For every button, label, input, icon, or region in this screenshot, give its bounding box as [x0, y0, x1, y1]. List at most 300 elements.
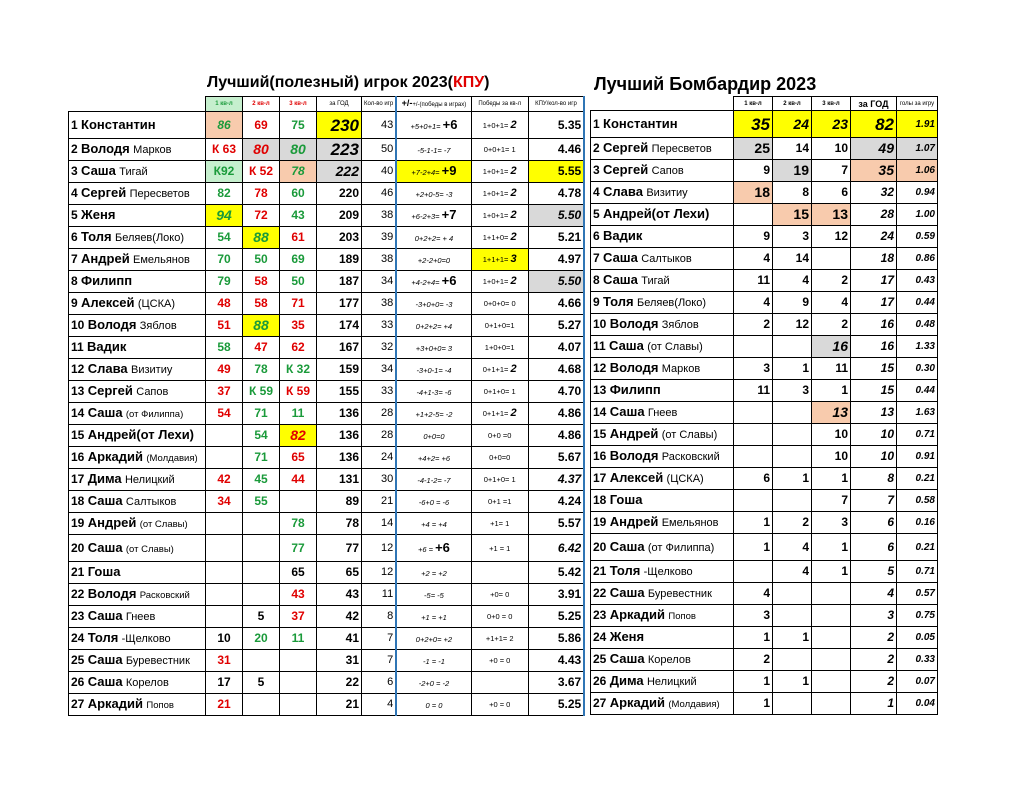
quarter-1-score: 31: [206, 650, 243, 672]
player-rank: 25: [593, 652, 607, 666]
kpu-per-game: 4.43: [528, 650, 584, 672]
goals-per-game: 1.91: [897, 111, 938, 138]
games-count: 21: [362, 491, 397, 513]
games-count: 4: [362, 694, 397, 716]
table-row: [591, 534, 938, 561]
games-count: 50: [362, 139, 397, 161]
quarter-2-goals: 15: [773, 204, 812, 226]
player-first-name: Сергей: [603, 140, 649, 155]
quarter-1-score: 21: [206, 694, 243, 716]
player-first-name: Слава: [603, 184, 643, 199]
player-first-name: Саша: [87, 608, 123, 623]
quarter-3-score: 37: [280, 606, 317, 628]
quarter-wins-formula: 1+1+0=: [482, 233, 509, 242]
player-last-name: Емельянов: [133, 254, 190, 266]
player-last-name: (ЦСКА): [137, 298, 176, 310]
table-row: [591, 693, 938, 715]
player-name-cell: [591, 226, 734, 248]
player-name-cell: [591, 468, 734, 490]
table-row: [591, 512, 938, 534]
quarter-2-score: 72: [243, 205, 280, 227]
header-blank: [591, 97, 734, 111]
kpu-per-game: 4.37: [528, 469, 584, 491]
year-goals-total: 6: [851, 512, 897, 534]
plus-minus-result: +9: [441, 163, 457, 178]
kpu-per-game: 4.97: [528, 249, 584, 271]
best-scorer-table: [590, 96, 938, 715]
header-kpu: КПУ/кол-во игр: [528, 97, 584, 112]
player-name-cell: [591, 534, 734, 561]
quarter-wins-result: 2: [510, 118, 517, 131]
kpu-per-game: 5.42: [528, 562, 584, 584]
kpu-per-game: 4.78: [528, 183, 584, 205]
player-name-cell: [591, 111, 734, 138]
kpu-per-game: 4.07: [528, 337, 584, 359]
games-count: 12: [362, 535, 397, 562]
player-first-name: Саша: [87, 405, 123, 420]
quarter-wins-formula: 0+1+0= 1: [483, 387, 516, 396]
player-last-name: Корелов: [125, 677, 169, 689]
header-games: Кол-во игр: [362, 97, 397, 112]
quarter-3-goals: 2: [812, 314, 851, 336]
plus-minus-cell: [396, 403, 471, 425]
plus-minus-cell: [396, 535, 471, 562]
quarter-2-goals: 24: [773, 111, 812, 138]
quarter-wins-formula: 0+1 =1: [488, 497, 512, 506]
quarter-3-goals: 1: [812, 380, 851, 402]
quarter-3-score: 65: [280, 447, 317, 469]
player-rank: 15: [593, 427, 607, 441]
kpu-per-game: 4.70: [528, 381, 584, 403]
quarter-2-score: 5: [243, 606, 280, 628]
quarter-1-goals: [734, 490, 773, 512]
quarter-wins-result: 2: [510, 209, 517, 221]
quarter-wins-cell: [471, 403, 528, 425]
plus-minus-cell: [396, 628, 471, 650]
best-player-table: [68, 96, 585, 716]
player-rank: 14: [71, 406, 85, 420]
year-total: 136: [317, 447, 362, 469]
plus-minus-formula: +1+2-5= -2: [415, 410, 453, 419]
quarter-2-goals: 4: [773, 561, 812, 583]
player-first-name: Сергей: [81, 185, 127, 200]
player-rank: 26: [71, 675, 85, 689]
quarter-wins-formula: 0+1+1=: [482, 409, 509, 418]
goals-per-game: 0.58: [897, 490, 938, 512]
year-goals-total: 18: [851, 248, 897, 270]
player-last-name: Буревестник: [647, 588, 712, 600]
player-last-name: -Щелково: [643, 566, 693, 578]
kpu-per-game: 5.50: [528, 271, 584, 293]
player-rank: 4: [593, 185, 600, 199]
plus-minus-cell: [396, 337, 471, 359]
goals-per-game: 0.86: [897, 248, 938, 270]
player-rank: 18: [71, 494, 85, 508]
table-row: [591, 671, 938, 693]
quarter-2-score: 58: [243, 293, 280, 315]
year-total: 177: [317, 293, 362, 315]
quarter-1-score: [206, 584, 243, 606]
quarter-3-score: [280, 694, 317, 716]
player-last-name: Пересветов: [651, 143, 712, 155]
player-first-name: Толя: [87, 630, 119, 645]
player-first-name: Аркадий: [609, 607, 666, 622]
quarter-1-score: К 63: [206, 139, 243, 161]
quarter-1-goals: 25: [734, 138, 773, 160]
year-goals-total: 17: [851, 292, 897, 314]
kpu-per-game: 5.86: [528, 628, 584, 650]
player-first-name: Филипп: [609, 382, 661, 397]
player-rank: 1: [71, 117, 78, 132]
player-rank: 27: [71, 697, 85, 711]
player-last-name: (от Славы): [661, 429, 718, 441]
quarter-2-score: 71: [243, 447, 280, 469]
player-rank: 2: [593, 141, 600, 155]
player-name-cell: [69, 491, 206, 513]
year-total: 42: [317, 606, 362, 628]
table-row: [69, 271, 585, 293]
player-first-name: Саша: [609, 585, 645, 600]
player-name-cell: [69, 249, 206, 271]
player-name-cell: [69, 562, 206, 584]
quarter-wins-formula: 1+0+1=: [482, 189, 509, 198]
quarter-wins-formula: 0+1+0= 1: [483, 475, 516, 484]
plus-minus-cell: [396, 650, 471, 672]
plus-minus-formula: -3+0-1= -4: [416, 366, 452, 375]
player-last-name: Гнеев: [125, 611, 156, 623]
player-first-name: Андрей(от Лехи): [87, 427, 195, 442]
player-last-name: Тигай: [119, 166, 148, 178]
player-last-name: Попов: [668, 611, 696, 622]
player-last-name: Нелицкий: [124, 474, 175, 486]
plus-minus-cell: [396, 112, 471, 139]
quarter-1-goals: 3: [734, 358, 773, 380]
goals-per-game: 0.71: [897, 424, 938, 446]
table-row: [69, 315, 585, 337]
quarter-3-score: 61: [280, 227, 317, 249]
quarter-wins-cell: [471, 513, 528, 535]
player-last-name: Зяблов: [661, 319, 699, 331]
player-name-cell: [591, 292, 734, 314]
quarter-3-score: 44: [280, 469, 317, 491]
plus-minus-formula: -3+0+0= -3: [415, 300, 453, 309]
goals-per-game: 1.06: [897, 160, 938, 182]
quarter-wins-result: 2: [510, 407, 517, 419]
quarter-2-goals: [773, 583, 812, 605]
quarter-2-goals: [773, 446, 812, 468]
player-rank: 9: [71, 296, 78, 310]
player-name-cell: [591, 380, 734, 402]
quarter-2-goals: [773, 336, 812, 358]
plus-minus-cell: [396, 513, 471, 535]
quarter-3-goals: 13: [812, 204, 851, 226]
quarter-1-goals: 1: [734, 627, 773, 649]
quarter-1-score: 82: [206, 183, 243, 205]
table-row: [69, 205, 585, 227]
quarter-1-score: 94: [206, 205, 243, 227]
quarter-3-score: К 32: [280, 359, 317, 381]
kpu-per-game: 5.25: [528, 606, 584, 628]
kpu-per-game: 4.24: [528, 491, 584, 513]
player-first-name: Володя: [87, 317, 137, 332]
goals-per-game: 1.07: [897, 138, 938, 160]
year-total: 230: [317, 112, 362, 139]
year-goals-total: 7: [851, 490, 897, 512]
table-row: [591, 649, 938, 671]
header-blank: [69, 97, 206, 112]
player-rank: 19: [593, 515, 607, 529]
player-last-name: Нелицкий: [646, 676, 697, 688]
quarter-1-goals: 18: [734, 182, 773, 204]
table-row: [591, 248, 938, 270]
games-count: 24: [362, 447, 397, 469]
games-count: 34: [362, 271, 397, 293]
player-name-cell: [69, 425, 206, 447]
quarter-wins-cell: [471, 628, 528, 650]
table-row: [69, 562, 585, 584]
quarter-wins-result: 2: [510, 187, 517, 199]
header-plus-minus-sign: +/-: [401, 98, 413, 108]
plus-minus-cell: [396, 672, 471, 694]
games-count: 8: [362, 606, 397, 628]
year-total: 189: [317, 249, 362, 271]
quarter-wins-cell: [471, 606, 528, 628]
quarter-2-score: 47: [243, 337, 280, 359]
player-first-name: Алексей: [609, 470, 664, 485]
kpu-per-game: 5.35: [528, 112, 584, 139]
player-last-name: -Щелково: [121, 633, 171, 645]
player-rank: 7: [71, 252, 78, 266]
table-row: [591, 138, 938, 160]
quarter-3-goals: 23: [812, 111, 851, 138]
player-rank: 5: [71, 208, 78, 222]
player-name-cell: [69, 205, 206, 227]
player-name-cell: [69, 381, 206, 403]
quarter-3-goals: 7: [812, 490, 851, 512]
quarter-2-goals: 9: [773, 292, 812, 314]
header-plus-minus: [396, 97, 471, 112]
table-row: [69, 491, 585, 513]
year-total: 155: [317, 381, 362, 403]
player-rank: 15: [71, 428, 85, 442]
kpu-per-game: 6.42: [528, 535, 584, 562]
kpu-per-game: 5.67: [528, 447, 584, 469]
quarter-2-score: 69: [243, 112, 280, 139]
plus-minus-cell: [396, 139, 471, 161]
player-name-cell: [591, 583, 734, 605]
table-row: [591, 468, 938, 490]
kpu-per-game: 3.91: [528, 584, 584, 606]
goals-per-game: 0.05: [897, 627, 938, 649]
player-first-name: Андрей: [87, 515, 137, 530]
year-goals-total: 2: [851, 649, 897, 671]
quarter-1-score: [206, 447, 243, 469]
quarter-1-goals: 4: [734, 292, 773, 314]
player-name-cell: [69, 183, 206, 205]
year-total: 43: [317, 584, 362, 606]
plus-minus-cell: [396, 584, 471, 606]
games-count: 39: [362, 227, 397, 249]
goals-per-game: 0.21: [897, 534, 938, 561]
plus-minus-formula: +5+0+1=: [410, 121, 441, 131]
goals-per-game: 0.21: [897, 468, 938, 490]
plus-minus-cell: [396, 694, 471, 716]
player-rank: 1: [593, 116, 600, 131]
table-row: [69, 447, 585, 469]
table-row: [591, 424, 938, 446]
goals-per-game: 0.94: [897, 182, 938, 204]
quarter-2-goals: 19: [773, 160, 812, 182]
player-first-name: Саша: [87, 493, 123, 508]
table-row: [69, 337, 585, 359]
quarter-wins-result: 3: [510, 253, 517, 265]
player-rank: 19: [71, 516, 85, 530]
quarter-wins-result: 2: [510, 363, 517, 375]
kpu-per-game: 3.67: [528, 672, 584, 694]
quarter-2-score: 55: [243, 491, 280, 513]
plus-minus-cell: [396, 447, 471, 469]
player-name-cell: [69, 403, 206, 425]
player-first-name: Саша: [609, 338, 644, 353]
year-goals-total: 3: [851, 605, 897, 627]
quarter-3-goals: [812, 693, 851, 715]
player-name-cell: [591, 512, 734, 534]
header-quarter: 2 кв-л: [243, 97, 280, 112]
quarter-2-score: [243, 535, 280, 562]
quarter-wins-cell: [471, 293, 528, 315]
quarter-2-goals: 4: [773, 270, 812, 292]
quarter-2-score: [243, 513, 280, 535]
quarter-wins-cell: [471, 359, 528, 381]
quarter-3-goals: 4: [812, 292, 851, 314]
plus-minus-formula: +2+0-5= -3: [415, 190, 453, 199]
kpu-per-game: 5.27: [528, 315, 584, 337]
year-total: 136: [317, 403, 362, 425]
player-last-name: Тигай: [641, 275, 670, 287]
table-row: [69, 535, 585, 562]
player-rank: 18: [593, 493, 607, 507]
quarter-1-goals: [734, 402, 773, 424]
quarter-wins-cell: [471, 425, 528, 447]
quarter-1-goals: 2: [734, 649, 773, 671]
year-total: 223: [317, 139, 362, 161]
year-goals-total: 35: [851, 160, 897, 182]
quarter-1-score: 48: [206, 293, 243, 315]
quarter-2-score: 88: [243, 315, 280, 337]
games-count: 34: [362, 359, 397, 381]
plus-minus-formula: +4-2+4=: [411, 278, 440, 287]
player-rank: 6: [71, 230, 78, 244]
quarter-2-goals: 1: [773, 627, 812, 649]
plus-minus-formula: +2-2+0=0: [417, 256, 451, 265]
quarter-wins-formula: 1+1+1=: [482, 255, 509, 264]
player-first-name: Гоша: [609, 492, 643, 507]
header-year-total: за ГОД: [317, 97, 362, 112]
table-row: [591, 111, 938, 138]
player-last-name: Емельянов: [661, 517, 719, 529]
table-row: [69, 227, 585, 249]
player-last-name: (от Филиппа): [125, 409, 184, 420]
quarter-2-score: К 52: [243, 161, 280, 183]
player-name-cell: [591, 671, 734, 693]
kpu-per-game: 4.86: [528, 403, 584, 425]
table-row: [591, 583, 938, 605]
quarter-2-score: 58: [243, 271, 280, 293]
year-goals-total: 10: [851, 424, 897, 446]
plus-minus-formula: 0+2+0= +2: [415, 635, 453, 644]
quarter-1-score: К92: [206, 161, 243, 183]
year-total: 89: [317, 491, 362, 513]
quarter-wins-cell: [471, 112, 528, 139]
quarter-1-score: 49: [206, 359, 243, 381]
player-rank: 11: [71, 340, 84, 354]
player-rank: 16: [593, 449, 607, 463]
player-rank: 23: [593, 608, 607, 622]
plus-minus-formula: +4+2= +6: [417, 454, 451, 463]
plus-minus-formula: -2+0 = -2: [418, 679, 450, 688]
player-last-name: Пересветов: [129, 188, 190, 200]
quarter-2-score: [243, 694, 280, 716]
year-goals-total: 2: [851, 627, 897, 649]
quarter-1-score: [206, 562, 243, 584]
table-row: [591, 160, 938, 182]
player-first-name: Женя: [81, 207, 116, 222]
year-goals-total: 13: [851, 402, 897, 424]
quarter-wins-result: 2: [510, 165, 517, 177]
games-count: 38: [362, 205, 397, 227]
plus-minus-formula: 0 = 0: [425, 701, 443, 710]
quarter-2-goals: 14: [773, 248, 812, 270]
player-rank: 3: [593, 163, 600, 177]
quarter-3-goals: 1: [812, 561, 851, 583]
year-goals-total: 16: [851, 336, 897, 358]
year-total: 220: [317, 183, 362, 205]
quarter-1-goals: 4: [734, 583, 773, 605]
player-first-name: Вадик: [603, 228, 643, 243]
player-name-cell: [591, 402, 734, 424]
table-row: [69, 672, 585, 694]
table-row: [69, 139, 585, 161]
player-first-name: Володя: [609, 448, 659, 463]
quarter-2-score: 78: [243, 183, 280, 205]
plus-minus-formula: -1 = -1: [423, 657, 445, 666]
quarter-wins-formula: 1+0+1=: [482, 211, 509, 220]
player-name-cell: [69, 628, 206, 650]
player-first-name: Дима: [87, 471, 122, 486]
games-count: 33: [362, 381, 397, 403]
quarter-2-goals: 12: [773, 314, 812, 336]
table-row: [591, 336, 938, 358]
year-total: 41: [317, 628, 362, 650]
quarter-wins-cell: [471, 491, 528, 513]
player-first-name: Толя: [81, 229, 112, 244]
player-name-cell: [591, 446, 734, 468]
quarter-2-goals: [773, 490, 812, 512]
quarter-3-goals: 12: [812, 226, 851, 248]
player-rank: 3: [71, 164, 78, 178]
quarter-2-goals: [773, 693, 812, 715]
table-row: [591, 270, 938, 292]
player-last-name: Буревестник: [125, 655, 190, 667]
plus-minus-cell: [396, 293, 471, 315]
player-last-name: (Молдавия): [146, 453, 198, 464]
player-last-name: (от Филиппа): [647, 541, 715, 554]
table-row: [69, 249, 585, 271]
plus-minus-cell: [396, 381, 471, 403]
goals-per-game: 0.44: [897, 380, 938, 402]
player-name-cell: [591, 561, 734, 583]
player-last-name: Сапов: [136, 386, 169, 398]
